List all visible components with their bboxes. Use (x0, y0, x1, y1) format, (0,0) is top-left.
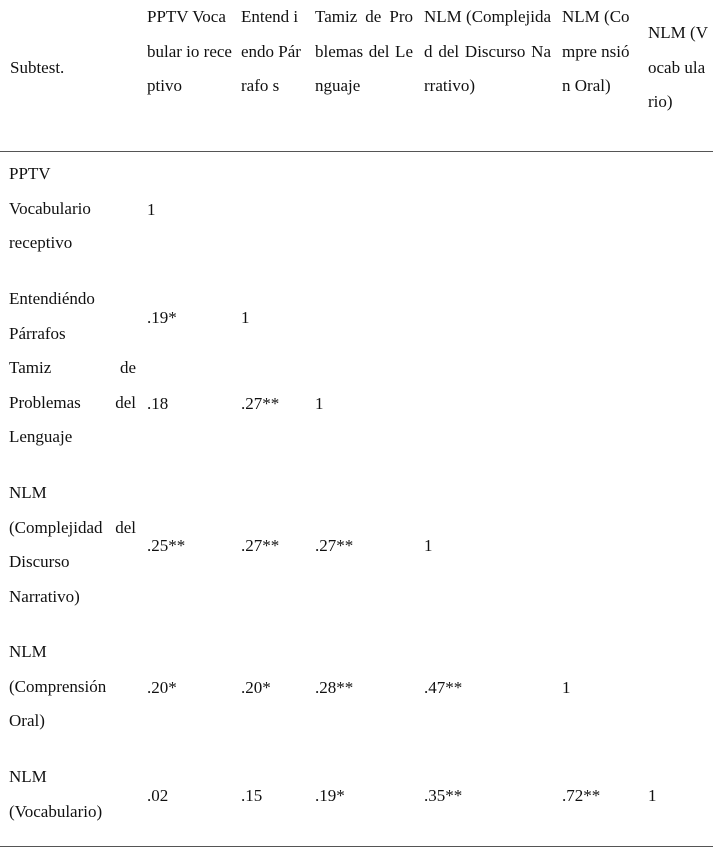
table-cell: .20* (241, 678, 271, 697)
table-cell: 1 (147, 200, 156, 219)
column-header-nlm-comprension: NLM (Compre nsión Oral) (562, 7, 630, 95)
row-label-entendiendo: Entendiéndo Párrafos (9, 289, 95, 343)
table-cell: .02 (147, 786, 169, 805)
row-label-tamiz: Tamiz de Problemas del Lenguaje (9, 358, 136, 446)
row-label-nlm-complejidad: NLM (Complejidad del Discurso Narrativo) (9, 483, 136, 606)
table-header-row (0, 0, 715, 151)
table-cell: .35** (424, 786, 463, 805)
table-cell: .20* (147, 678, 177, 697)
row-label-nlm-vocabulario: NLM (Vocabulario) (9, 767, 103, 821)
table-cell: 1 (648, 786, 657, 805)
table-cell: .47** (424, 678, 463, 697)
table-cell: 1 (562, 678, 571, 697)
column-header-tamiz: Tamiz de Problemas del Lenguaje (315, 7, 413, 95)
table-bottom-rule (0, 846, 713, 847)
table-cell: .15 (241, 786, 263, 805)
table-cell: .18 (147, 394, 169, 413)
column-header-entendiendo: Entend iendo Párrafo s (241, 7, 301, 95)
table-cell: 1 (315, 394, 324, 413)
table-cell: .19* (147, 308, 177, 327)
header-divider (0, 151, 713, 152)
table-cell: .27** (241, 536, 280, 555)
row-label-pptv: PPTV Vocabulario receptivo (9, 164, 91, 252)
column-header-pptv: PPTV Vocabular io receptivo (147, 7, 232, 95)
row-label-nlm-comprension: NLM (Comprensión Oral) (9, 642, 107, 730)
corner-header: Subtest. (10, 58, 65, 77)
column-header-nlm-vocabulario: NLM (Vocab ulario) (648, 23, 708, 111)
table-cell: .28** (315, 678, 354, 697)
table-cell: .19* (315, 786, 345, 805)
column-header-nlm-complejidad: NLM (Complejidad del Discurso Narrativo) (424, 7, 552, 95)
table-cell: .27** (315, 536, 354, 555)
table-cell: 1 (424, 536, 433, 555)
table-cell: .72** (562, 786, 601, 805)
table-cell: .25** (147, 536, 186, 555)
table-cell: 1 (241, 308, 250, 327)
table-cell: .27** (241, 394, 280, 413)
